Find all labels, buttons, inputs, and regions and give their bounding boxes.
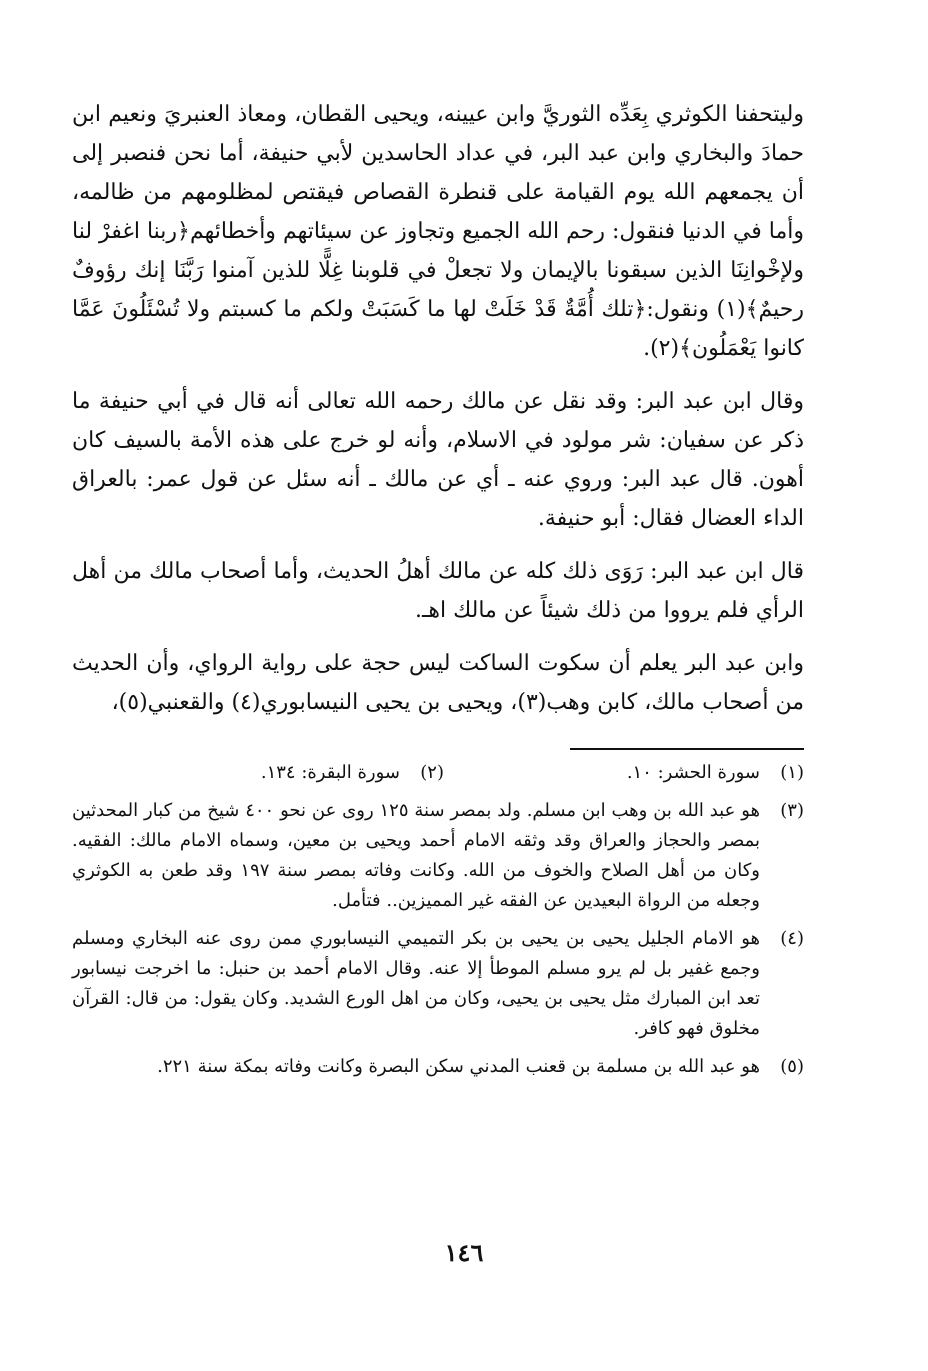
footnote-2-number: (٢) [420, 762, 444, 783]
footnote-4 [72, 924, 804, 1044]
footnote-5 [72, 1052, 804, 1082]
footnotes-section [72, 748, 804, 1082]
footnote-3-number: (٣) [780, 800, 804, 821]
paragraph-3: قال ابن عبد البر: رَوَى ذلك كله عن مالك أهلُ الحديث، وأما أصحاب مالك من أهل الرأي فلم يرووا من ذلك شيئاً عن مالك اهـ. [72, 559, 804, 623]
footnote-3 [72, 796, 804, 916]
footnote-4-number: (٤) [780, 928, 804, 949]
footnote-5-text: هو عبد الله بن مسلمة بن قعنب المدني سكن البصرة وكانت وفاته بمكة سنة ٢٢١. [157, 1056, 760, 1077]
footnote-2-text: سورة البقرة: ١٣٤. [260, 762, 400, 783]
footnote-divider [570, 748, 804, 750]
paragraph-1: وليتحفنا الكوثري بِعَدِّه الثوريَّ وابن عيينه، ويحيى القطان، ومعاذ العنبريَ ونعيم ابن حمادَ والبخاري وابن عبد البر، في عداد الحاسدين لأبي حنيفة، أما نحن فنصبر إلى أن يجمعهم الله يوم القيامة على قنطرة القصاص فيقتص لمظلومهم من ظالمه، وأما في الدنيا فنقول: رحم الله الجميع وتجاوز عن سيئاتهم وأخطائهم﴿ربنا اغفرْ لنا ولإخْوانِنَا الذين سبقونا بالإيمان ولا تجعلْ في قلوبنا غِلًّا للذين آمنوا رَبَّنَا إنك رؤوفٌ رحيمٌ﴾(١) ونقول:﴿تلك أُمَّةٌ قَدْ خَلَتْ لها ما كَسَبَتْ ولكم ما كسبتم ولا تُسْئَلُونَ عَمَّا كانوا يَعْمَلُون﴾(٢). [72, 102, 804, 361]
page-number: ١٤٦ [444, 1238, 484, 1267]
footnote-4-text: هو الامام الجليل يحيى بن يحيى بن بكر التميمي النيسابوري ممن روى عنه البخاري ومسلم وجمع غفير بل لم يرو مسلم الموطأ إلا عنه. وقال الامام أحمد بن حنبل: ما اخرجت نيسابور تعد ابن المبارك مثل يحيى بن يحيى، وكان من اهل الورع الشديد. وكان يقول: من قال: القرآن مخلوق فهو كافر. [72, 928, 760, 1039]
footnote-3-text: هو عبد الله بن وهب ابن مسلم. ولد بمصر سنة ١٢٥ روى عن نحو ٤٠٠ شيخ من كبار المحدثين بمصر والحجاز والعراق وقد وثقه الامام أحمد ويحيى بن معين، وسماه الامام مالك: الفقيه. وكان من أهل الصلاح والخوف من الله. وكانت وفاته بمصر سنة ١٩٧ وقد طعن به الكوثري وجعله من الرواة البعيدين عن الفقه غير المميزين.. فتأمل. [72, 800, 760, 911]
footnote-1 [444, 758, 804, 788]
footnote-1-number: (١) [780, 762, 804, 783]
paragraph-2: وقال ابن عبد البر: وقد نقل عن مالك رحمه الله تعالى أنه قال في أبي حنيفة ما ذكر عن سفيان: شر مولود في الاسلام، وأنه لو خرج على هذه الأمة بالسيف كان أهون. قال عبد البر: وروي عنه ـ أي عن مالك ـ أنه سئل عن قول عمر: بالعراق الداء العضال فقال: أبو حنيفة. [72, 389, 804, 531]
footnote-1-text: سورة الحشر: ١٠. [626, 762, 760, 783]
footnote-5-number: (٥) [780, 1056, 804, 1077]
footnote-row-1-2 [72, 758, 804, 788]
footnote-2 [84, 758, 444, 788]
page-body [72, 95, 804, 1090]
paragraph-4: وابن عبد البر يعلم أن سكوت الساكت ليس حجة على رواية الرواي، وأن الحديث من أصحاب مالك، كابن وهب(٣)، ويحيى بن يحيى النيسابوري(٤) والقعنبي(٥)، [72, 651, 805, 715]
